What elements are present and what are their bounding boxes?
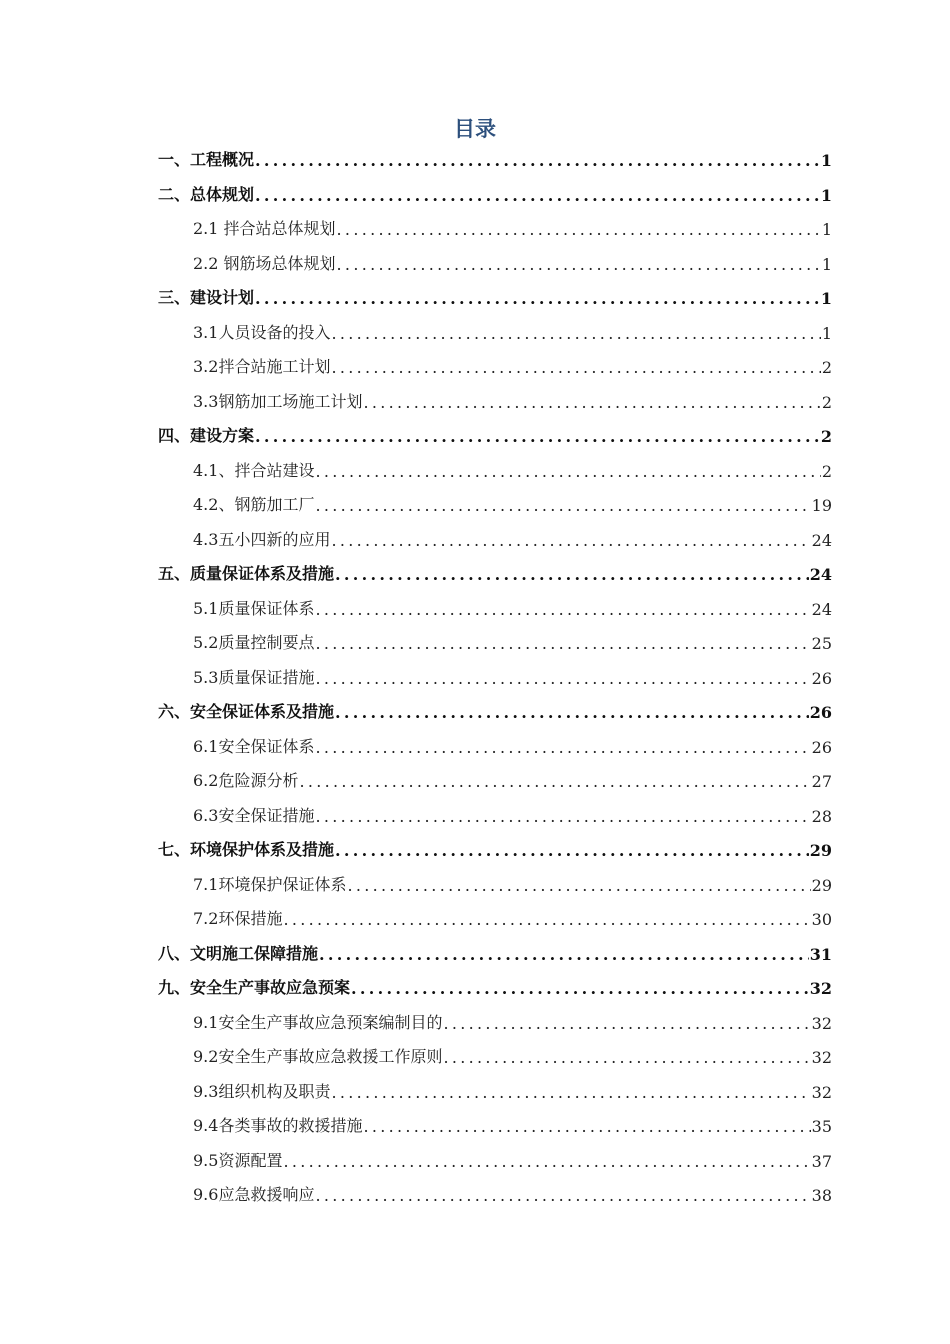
toc-entry-label: 9.1安全生产事故应急预案编制目的 [193,1012,443,1032]
toc-leader-dots [330,358,820,377]
toc-leader-dots [314,634,810,653]
toc-entry-label: 六、安全保证体系及措施 [158,702,335,721]
toc-entry-page-number: 30 [811,910,832,929]
toc-entry-page-number: 2 [820,427,832,446]
toc-leader-dots [314,462,820,481]
toc-leader-dots [334,703,809,722]
toc-entry-page-number: 26 [811,668,832,688]
toc-entry-page-number: 2 [821,358,832,377]
toc-leader-dots [334,841,809,860]
toc-entry-page-number: 25 [811,634,832,653]
toc-entry[interactable] [158,418,832,446]
toc-entry-page-number: 26 [809,703,832,722]
toc-leader-dots [334,565,809,584]
toc-entry[interactable] [158,970,832,998]
toc-entry-page-number: 1 [821,220,832,239]
toc-entry-page-number: 32 [811,1048,832,1067]
toc-entry-page-number: 32 [809,979,832,998]
toc-entry-page-number: 38 [811,1186,832,1205]
toc-entry-page-number: 29 [809,841,832,860]
toc-entry[interactable] [193,315,832,343]
toc-entry-label: 2.2 钢筋场总体规划 [193,253,336,273]
toc-entry[interactable] [193,1005,832,1033]
toc-entry-page-number: 24 [809,565,832,584]
toc-leader-dots [282,1152,810,1171]
toc-leader-dots [254,151,820,170]
toc-leader-dots [336,255,821,274]
toc-entry-label: 3.1人员设备的投入 [193,322,331,342]
toc-entry-page-number: 32 [811,1013,832,1033]
toc-entry-label: 4.1、拌合站建设 [193,460,315,480]
toc-entry-label: 九、安全生产事故应急预案 [158,978,351,997]
toc-leader-dots [254,427,820,446]
toc-entry-label: 6.1安全保证体系 [193,736,315,756]
toc-entry-label: 3.3钢筋加工场施工计划 [193,391,363,411]
toc-entry-page-number: 2 [821,461,832,481]
toc-entry-label: 9.2安全生产事故应急救援工作原则 [193,1047,443,1066]
toc-entry-label: 5.1质量保证体系 [193,598,315,618]
toc-entry[interactable] [193,625,832,653]
toc-entry-page-number: 1 [820,151,832,170]
toc-entry[interactable] [193,1039,832,1067]
toc-entry-label: 5.3质量保证措施 [193,667,315,687]
toc-entry-page-number: 26 [811,737,832,757]
toc-leader-dots [362,393,820,412]
toc-entry-page-number: 1 [821,254,832,274]
toc-entry[interactable] [158,142,832,170]
toc-entry-label: 八、文明施工保障措施 [158,943,319,963]
toc-entry-page-number: 2 [821,392,832,412]
toc-leader-dots [314,1186,810,1205]
toc-leader-dots [346,876,810,895]
toc-leader-dots [254,289,820,308]
toc-leader-dots [350,979,809,998]
toc-entry-page-number: 24 [811,530,832,550]
toc-entry[interactable] [193,522,832,550]
toc-entry[interactable] [193,901,832,929]
toc-entry[interactable] [193,1177,832,1205]
toc-entry[interactable] [193,729,832,757]
toc-entry[interactable] [158,556,832,584]
toc-leader-dots [254,186,820,205]
toc-entry[interactable] [193,1108,832,1136]
toc-entry[interactable] [193,487,832,515]
toc-leader-dots [442,1048,810,1067]
toc-entry[interactable] [193,453,832,481]
toc-entry-label: 3.2拌合站施工计划 [193,357,331,376]
toc-entry[interactable] [193,763,832,791]
toc-leader-dots [330,324,820,343]
toc-entry-label: 三、建设计划 [158,288,255,307]
toc-entry[interactable] [158,177,832,205]
toc-entry-label: 4.3五小四新的应用 [193,529,331,549]
toc-entry-page-number: 37 [811,1151,832,1171]
toc-entry-label: 9.6应急救援响应 [193,1185,315,1204]
toc-entry-label: 七、环境保护体系及措施 [158,840,335,859]
toc-entry[interactable] [193,867,832,895]
toc-entry-label: 二、总体规划 [158,184,255,204]
toc-entry-label: 5.2质量控制要点 [193,633,315,652]
toc-leader-dots [314,496,810,515]
toc-entry-page-number: 1 [821,323,832,343]
toc-entry[interactable] [193,660,832,688]
toc-entry-label: 一、工程概况 [158,150,255,169]
toc-entry-label: 6.2危险源分析 [193,771,299,790]
toc-leader-dots [282,910,810,929]
toc-entry-label: 6.3安全保证措施 [193,805,315,825]
toc-entry-label: 四、建设方案 [158,426,255,445]
toc-entry-page-number: 19 [811,496,832,515]
toc-entry-label: 7.2环保措施 [193,909,283,928]
toc-leader-dots [362,1117,810,1136]
toc-leader-dots [442,1014,810,1033]
toc-entry[interactable] [193,211,832,239]
toc-entry-page-number: 32 [811,1082,832,1102]
toc-title: 目录 [454,117,496,141]
toc-entry-label: 9.4各类事故的救援措施 [193,1116,363,1135]
toc-leader-dots [330,531,810,550]
toc-entry-page-number: 28 [811,806,832,826]
toc-entry[interactable] [193,1074,832,1102]
toc-entry[interactable] [193,246,832,274]
toc-entry-label: 9.5资源配置 [193,1150,283,1170]
toc-leader-dots [314,600,810,619]
toc-entry-label: 7.1环境保护保证体系 [193,874,347,894]
toc-entry-page-number: 27 [811,772,832,791]
toc-entry-label: 五、质量保证体系及措施 [158,564,335,583]
toc-entry[interactable] [158,832,832,860]
toc-entry[interactable] [193,349,832,377]
toc-leader-dots [314,807,810,826]
toc-entry-label: 9.3组织机构及职责 [193,1081,331,1101]
toc-entry-page-number: 24 [811,599,832,619]
toc-leader-dots [314,669,810,688]
toc-leader-dots [314,738,810,757]
toc-entry-page-number: 31 [809,944,832,964]
toc-entry[interactable] [193,798,832,826]
toc-entry[interactable] [193,384,832,412]
toc-entry-label: 4.2、钢筋加工厂 [193,495,315,514]
toc-leader-dots [336,220,821,239]
toc-entry[interactable] [158,694,832,722]
toc-leader-dots [298,772,810,791]
toc-entry[interactable] [158,936,832,964]
toc-leader-dots [318,945,809,964]
toc-entry-page-number: 1 [820,289,832,308]
toc-leader-dots [330,1083,810,1102]
toc-entry[interactable] [193,1143,832,1171]
toc-entry-label: 2.1 拌合站总体规划 [193,219,336,238]
toc-entry-page-number: 35 [811,1117,832,1136]
toc-entry[interactable] [193,591,832,619]
toc-entry[interactable] [158,280,832,308]
toc-entry-page-number: 29 [811,875,832,895]
toc-entry-page-number: 1 [820,185,832,205]
